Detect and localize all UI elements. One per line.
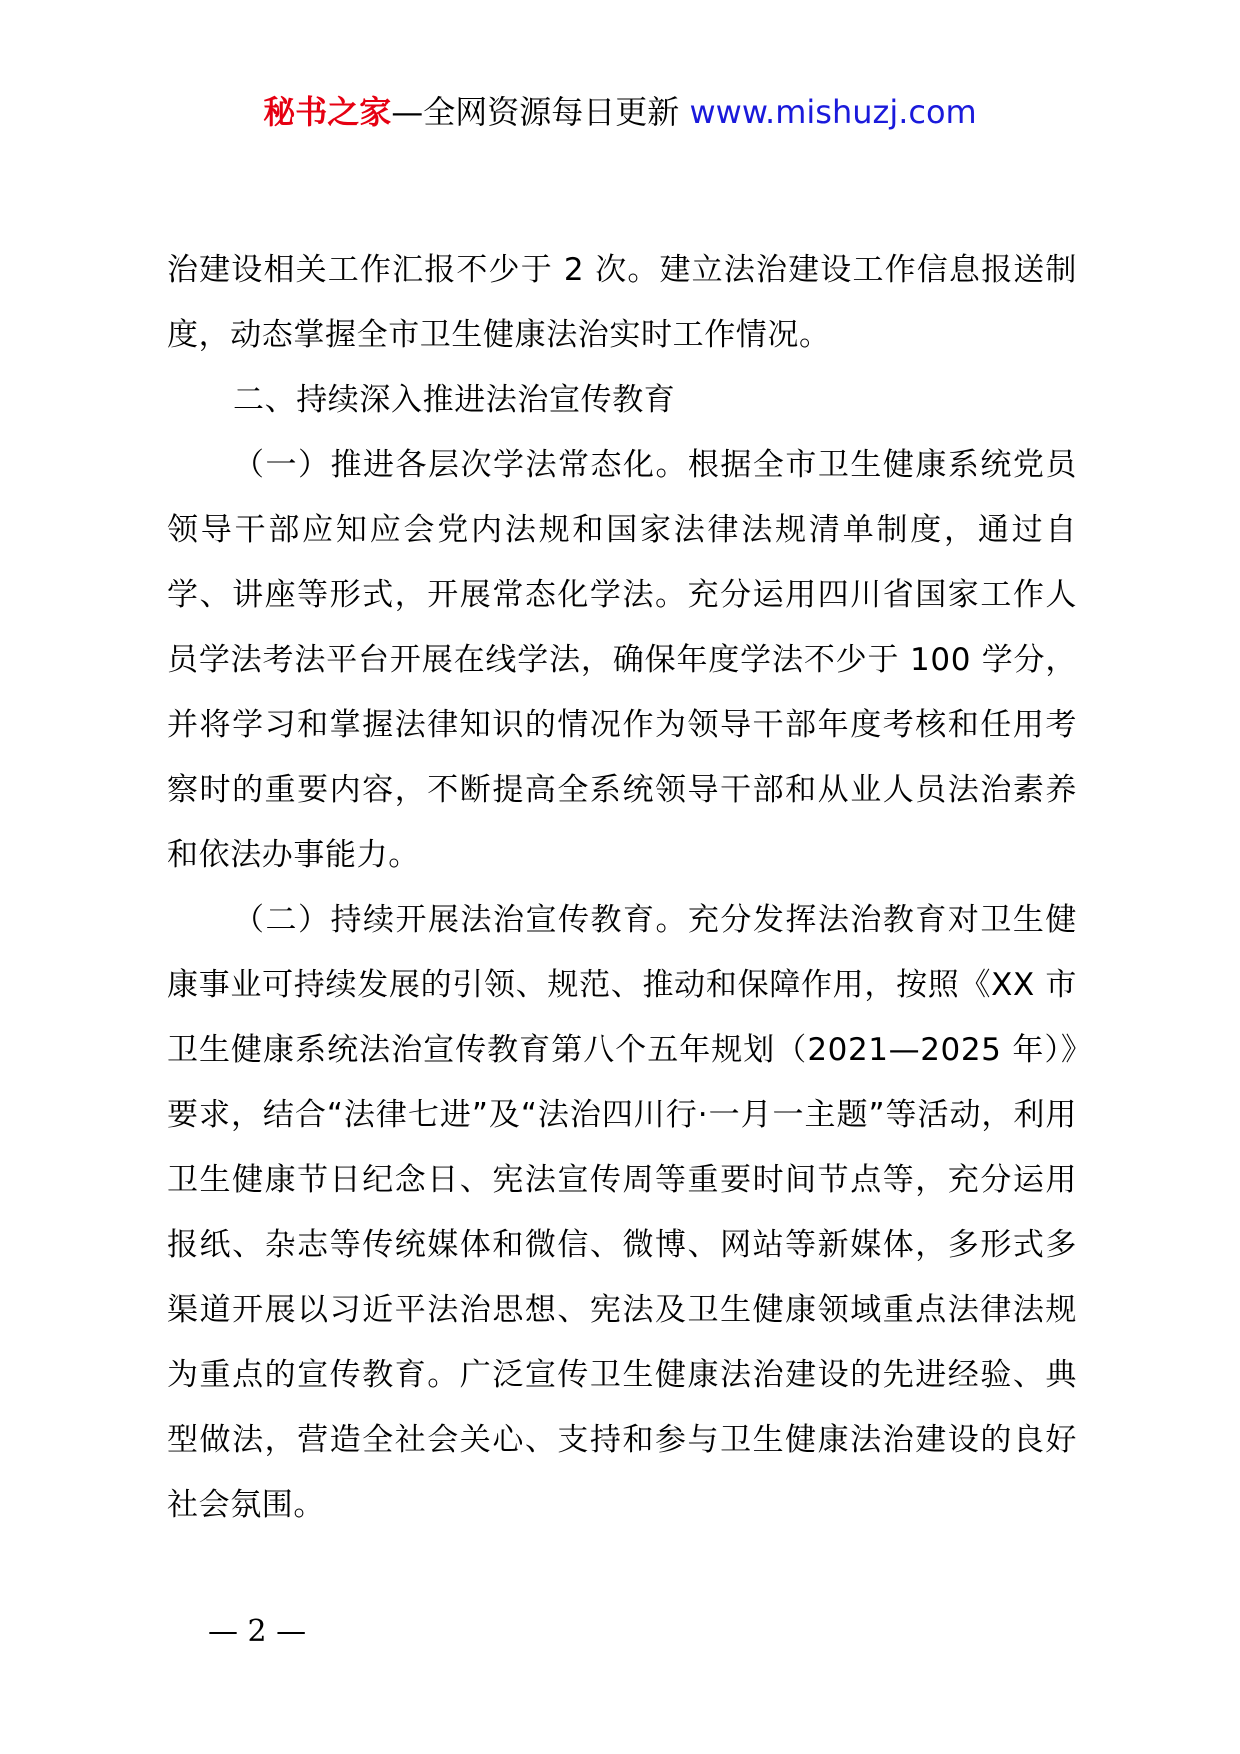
site-tagline: —全网资源每日更新	[391, 93, 680, 131]
site-url-link[interactable]: www.mishuzj.com	[689, 93, 977, 131]
paragraph-study-law: （一）推进各层次学法常态化。根据全市卫生健康系统党员领导干部应知应会党内法规和国家法律法规清单制度，通过自学、讲座等形式，开展常态化学法。充分运用四川省国家工作人员学法考法平台开展在线学法，确保年度学法不少于 100 学分，并将学习和掌握法律知识的情况作为领导干部年度考核和任用考察时的重要内容，不断提高全系统领导干部和从业人员法治素养和依法办事能力。	[167, 447, 1077, 873]
paragraph-continued: 治建设相关工作汇报不少于 2 次。建立法治建设工作信息报送制度，动态掌握全市卫生健康法治实时工作情况。	[167, 252, 1077, 353]
site-header	[0, 92, 1240, 132]
site-brand: 秘书之家	[263, 93, 392, 131]
page-number: — 2 —	[208, 1614, 307, 1649]
paragraph-legal-education: （二）持续开展法治宣传教育。充分发挥法治教育对卫生健康事业可持续发展的引领、规范、推动和保障作用，按照《XX 市卫生健康系统法治宣传教育第八个五年规划（2021—2025 年）》要求，结合“法律七进”及“法治四川行·一月一主题”等活动，利用卫生健康节日纪念日、宪法宣传周等重要时间节点等，充分运用报纸、杂志等传统媒体和微信、微博、网站等新媒体，多形式多渠道开展以习近平法治思想、宪法及卫生健康领域重点法律法规为重点的宣传教育。广泛宣传卫生健康法治建设的先进经验、典型做法，营造全社会关心、支持和参与卫生健康法治建设的良好社会氛围。	[167, 902, 1077, 1523]
section-heading: 二、持续深入推进法治宣传教育	[233, 382, 676, 418]
document-body	[167, 238, 1077, 1538]
